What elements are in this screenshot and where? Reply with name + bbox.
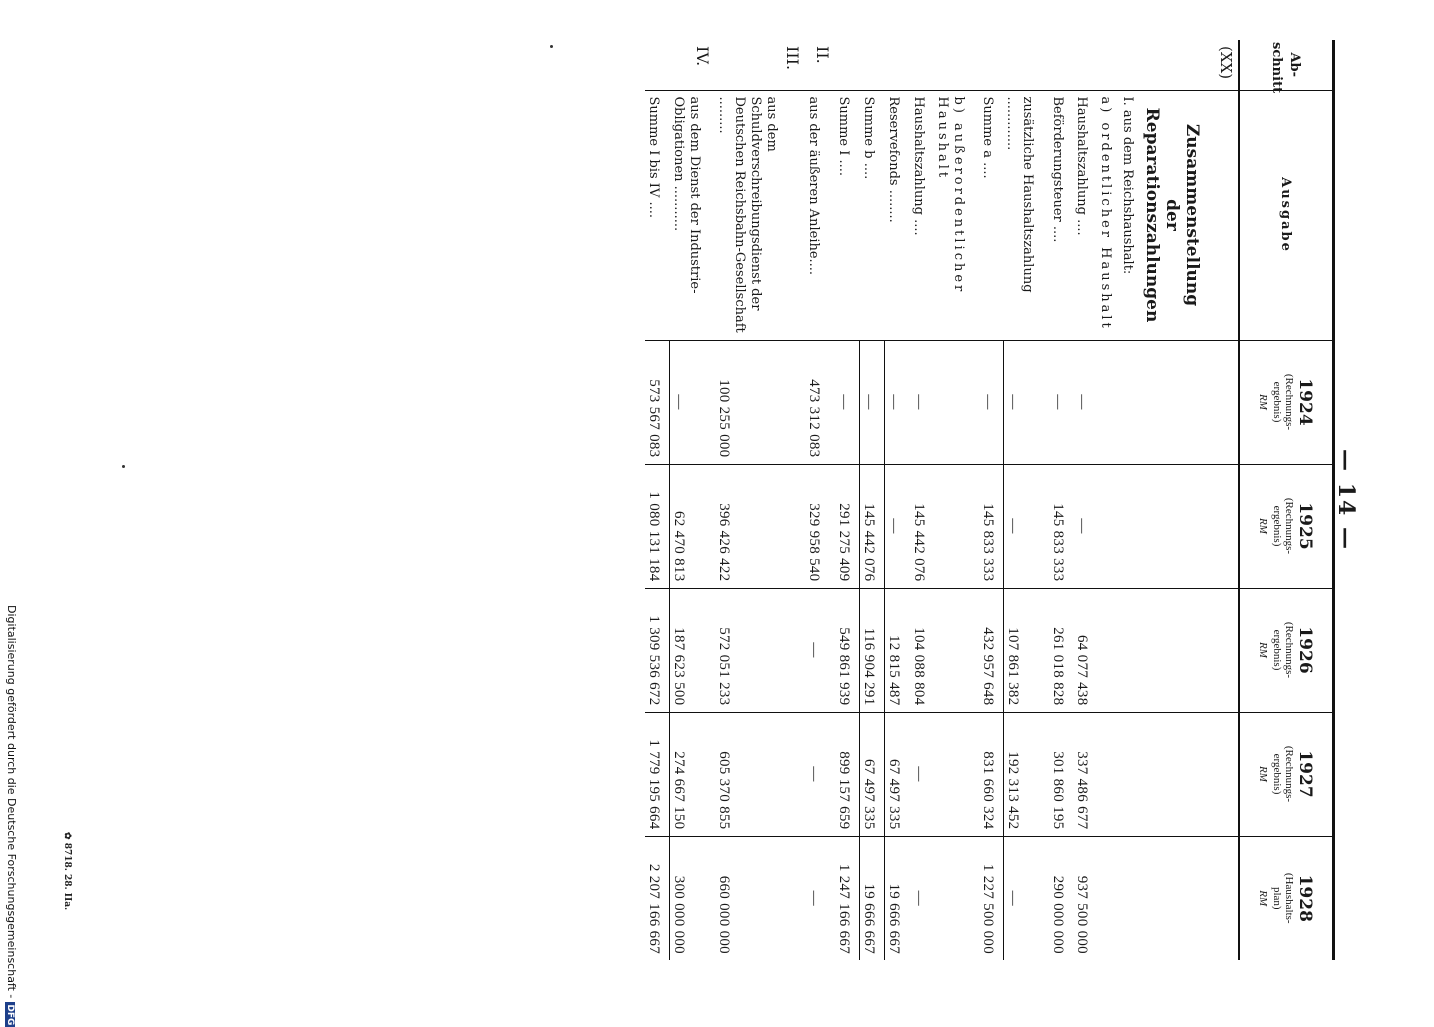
page-number: — 14 — bbox=[1333, 449, 1359, 551]
cell-value: — bbox=[885, 464, 910, 588]
cell-value bbox=[1097, 588, 1120, 712]
title-cell bbox=[1142, 90, 1239, 340]
table-row bbox=[934, 40, 979, 960]
cell-value: — bbox=[910, 836, 934, 960]
cell-value: — bbox=[1003, 836, 1048, 960]
cell-value bbox=[934, 340, 979, 464]
row-label: Summe I bis IV .... bbox=[645, 90, 670, 340]
column-note: (Rechnungs- ergebnis) bbox=[1271, 621, 1295, 679]
column-note: (Rechnungs- ergebnis) bbox=[1271, 497, 1295, 555]
cell-value: 291 275 409 bbox=[835, 464, 860, 588]
cell-value bbox=[1119, 588, 1142, 712]
print-mark bbox=[58, 832, 72, 922]
year-label: 1924 bbox=[1295, 378, 1315, 426]
row-label: a) ordentlicher Haushalt bbox=[1097, 90, 1120, 340]
cell-value: 1 227 500 000 bbox=[979, 836, 1004, 960]
rotated-page bbox=[637, 40, 1357, 960]
cell-value: — bbox=[885, 340, 910, 464]
cell-value: — bbox=[835, 340, 860, 464]
table-row bbox=[1119, 40, 1142, 960]
row-label: I. aus dem Reichshaushalt: bbox=[1119, 90, 1142, 340]
cell-value bbox=[934, 712, 979, 836]
cell-value: 473 312 083 bbox=[805, 340, 835, 464]
row-label: Summe I .... bbox=[835, 90, 860, 340]
header-col-1924 bbox=[1239, 340, 1334, 464]
table-row bbox=[835, 40, 860, 960]
cell-value: — bbox=[805, 588, 835, 712]
cell-value: — bbox=[805, 836, 835, 960]
cell-value bbox=[1097, 712, 1120, 836]
cell-value: 549 861 939 bbox=[835, 588, 860, 712]
cell-value bbox=[1097, 340, 1120, 464]
row-label: zusätzliche Haushaltszahlung ............. bbox=[1003, 90, 1048, 340]
table-row bbox=[1003, 40, 1048, 960]
header-col-1928 bbox=[1239, 836, 1334, 960]
cell-value bbox=[1097, 836, 1120, 960]
abschnitt-label: Ab- schnitt bbox=[1269, 42, 1302, 94]
cell-value: 937 500 000 bbox=[1073, 836, 1097, 960]
row-label: aus dem Dienst der Industrie-Obligationen ........... bbox=[670, 90, 715, 340]
cell-value: 337 486 677 bbox=[1073, 712, 1097, 836]
header-col-1926 bbox=[1239, 588, 1334, 712]
unit-label: RM bbox=[1257, 766, 1269, 782]
row-roman: IV. bbox=[670, 40, 715, 90]
header-row bbox=[1239, 40, 1334, 960]
cell-value: 301 860 195 bbox=[1049, 712, 1073, 836]
header-col-1927 bbox=[1239, 712, 1334, 836]
cell-value bbox=[1119, 712, 1142, 836]
cell-value bbox=[1119, 340, 1142, 464]
column-note: (Rechnungs- ergebnis) bbox=[1271, 373, 1295, 431]
row-label: aus dem Schuldverschreibungsdienst der Deutschen Reichsbahn-Gesellschaft ......... bbox=[715, 90, 805, 340]
cell-value: 432 957 648 bbox=[979, 588, 1004, 712]
cell-value: 831 660 324 bbox=[979, 712, 1004, 836]
cell-value: — bbox=[1049, 340, 1073, 464]
dfg-logo: DFG bbox=[5, 1004, 15, 1026]
cell-value: 67 497 335 bbox=[860, 712, 885, 836]
cell-value: — bbox=[1003, 464, 1048, 588]
cell-value: 1 080 131 184 bbox=[645, 464, 670, 588]
cell-value: 107 861 382 bbox=[1003, 588, 1048, 712]
row-label: aus der äußeren Anleihe.... bbox=[805, 90, 835, 340]
cell-value: 104 088 804 bbox=[910, 588, 934, 712]
unit-label: RM bbox=[1257, 518, 1269, 534]
reparations-table bbox=[645, 40, 1335, 960]
cell-value: 145 442 076 bbox=[910, 464, 934, 588]
table-row bbox=[1097, 40, 1120, 960]
ausgabe-label: Ausgabe bbox=[1278, 177, 1293, 253]
cell-value: 145 833 333 bbox=[1049, 464, 1073, 588]
cell-value: 660 000 000 bbox=[715, 836, 805, 960]
cell-value: 605 370 855 bbox=[715, 712, 805, 836]
scan-speck bbox=[550, 45, 553, 48]
row-label: Haushaltszahlung .... bbox=[1073, 90, 1097, 340]
row-label: Summe a .... bbox=[979, 90, 1004, 340]
cell-value: — bbox=[979, 340, 1004, 464]
unit-label: RM bbox=[1257, 642, 1269, 658]
column-note: (Haushalts- plan) bbox=[1271, 872, 1295, 924]
header-abschnitt bbox=[1239, 40, 1334, 94]
table-row bbox=[1073, 40, 1097, 960]
row-roman: II. bbox=[805, 40, 835, 90]
digitization-note-text: Digitalisierung gefördert durch die Deutsche Forschungsgemeinschaft - bbox=[5, 605, 18, 999]
cell-value: 67 497 335 bbox=[885, 712, 910, 836]
print-mark-text: 8718. 28. IIa. bbox=[62, 842, 72, 911]
header-ausgabe bbox=[1239, 90, 1334, 340]
year-label: 1925 bbox=[1295, 502, 1315, 550]
cell-value: — bbox=[1003, 340, 1048, 464]
cell-value: — bbox=[910, 340, 934, 464]
table-row bbox=[645, 40, 670, 960]
table-row bbox=[805, 40, 835, 960]
cell-value: 396 426 422 bbox=[715, 464, 805, 588]
year-label: 1927 bbox=[1295, 750, 1315, 798]
cell-value: 116 904 291 bbox=[860, 588, 885, 712]
cell-value: 300 000 000 bbox=[670, 836, 715, 960]
cell-value bbox=[934, 588, 979, 712]
table-row bbox=[885, 40, 910, 960]
cell-value: 1 779 195 664 bbox=[645, 712, 670, 836]
cell-value: 145 442 076 bbox=[860, 464, 885, 588]
cell-value: 192 313 452 bbox=[1003, 712, 1048, 836]
cell-value: — bbox=[805, 712, 835, 836]
scan-speck bbox=[122, 465, 125, 468]
cell-value: 2 207 166 667 bbox=[645, 836, 670, 960]
cell-value bbox=[1119, 836, 1142, 960]
cell-value: 290 000 000 bbox=[1049, 836, 1073, 960]
row-label: Reservefonds ........ bbox=[885, 90, 910, 340]
year-label: 1928 bbox=[1295, 874, 1315, 922]
table-row bbox=[860, 40, 885, 960]
cell-value: 899 157 659 bbox=[835, 712, 860, 836]
row-label: b) außerordentlicher Haushalt bbox=[934, 90, 979, 340]
cell-value bbox=[1119, 464, 1142, 588]
cell-value: — bbox=[1073, 464, 1097, 588]
digitization-note bbox=[4, 605, 18, 1026]
cell-value: 1 309 536 672 bbox=[645, 588, 670, 712]
cell-value: 12 815 487 bbox=[885, 588, 910, 712]
column-note: (Rechnungs- ergebnis) bbox=[1271, 745, 1295, 803]
cell-value: 274 667 150 bbox=[670, 712, 715, 836]
row-label: Haushaltszahlung .... bbox=[910, 90, 934, 340]
cell-value: — bbox=[910, 712, 934, 836]
cell-value: 145 833 333 bbox=[979, 464, 1004, 588]
cell-value: 572 051 233 bbox=[715, 588, 805, 712]
row-label: Summe b .... bbox=[860, 90, 885, 340]
unit-label: RM bbox=[1257, 890, 1269, 907]
header-col-1925 bbox=[1239, 464, 1334, 588]
cell-value bbox=[934, 836, 979, 960]
year-label: 1926 bbox=[1295, 626, 1315, 674]
row-roman: III. bbox=[715, 40, 805, 90]
cell-value: 329 958 540 bbox=[805, 464, 835, 588]
unit-label: RM bbox=[1257, 394, 1269, 410]
cell-value: 64 077 438 bbox=[1073, 588, 1097, 712]
table-row bbox=[910, 40, 934, 960]
cell-value: 62 470 813 bbox=[670, 464, 715, 588]
section-marker-row bbox=[1142, 40, 1239, 960]
table-row bbox=[670, 40, 715, 960]
table-title: Zusammenstellung der Reparationszahlungen bbox=[1141, 107, 1202, 323]
table-row bbox=[1049, 40, 1073, 960]
table-row bbox=[979, 40, 1004, 960]
table-row bbox=[715, 40, 805, 960]
section-marker: (XX) bbox=[1142, 40, 1239, 90]
cell-value: — bbox=[670, 340, 715, 464]
cell-value: — bbox=[1073, 340, 1097, 464]
cell-value: 187 623 500 bbox=[670, 588, 715, 712]
cell-value: 1 247 166 667 bbox=[835, 836, 860, 960]
cell-value bbox=[934, 464, 979, 588]
cell-value: 261 018 828 bbox=[1049, 588, 1073, 712]
cell-value: 100 255 000 bbox=[715, 340, 805, 464]
row-label: Beförderungsteuer .... bbox=[1049, 90, 1073, 340]
cell-value: 573 567 083 bbox=[645, 340, 670, 464]
cell-value: 19 666 667 bbox=[860, 836, 885, 960]
cell-value bbox=[1097, 464, 1120, 588]
print-mark-symbol: ✿ bbox=[62, 832, 72, 843]
cell-value: 19 666 667 bbox=[885, 836, 910, 960]
cell-value: — bbox=[860, 340, 885, 464]
